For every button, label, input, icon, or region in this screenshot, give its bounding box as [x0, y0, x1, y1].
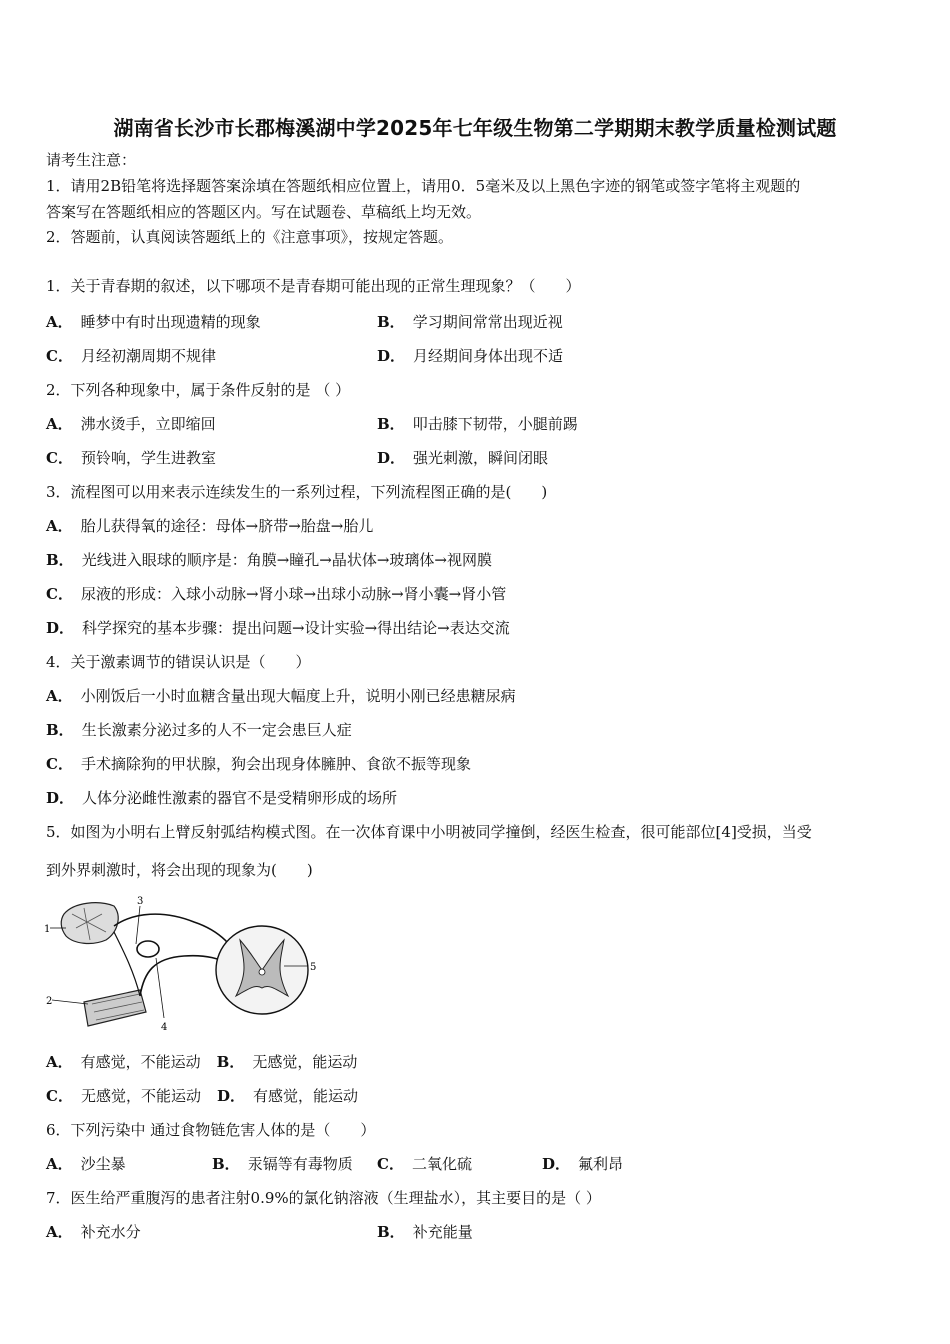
central-canal: [259, 969, 265, 975]
option-label: D．: [542, 1155, 571, 1173]
question-2-option-c: [46, 448, 216, 468]
question-2-option-a: [46, 414, 216, 434]
question-4-option-c: [46, 754, 471, 774]
option-text: 睡梦中有时出现遗精的现象: [80, 313, 261, 331]
option-text: 月经初潮周期不规律: [80, 347, 216, 365]
question-4-option-a: [46, 686, 516, 706]
option-label: A．: [46, 1223, 73, 1241]
option-label: C．: [377, 1155, 404, 1173]
diagram-label-5: 5: [310, 962, 317, 973]
question-6-option-a: [46, 1154, 126, 1174]
option-text: 光线进入眼球的顺序是：角膜→瞳孔→晶状体→玻璃体→视网膜: [81, 551, 492, 569]
question-5-stem-line-2: 到外界刺激时，将会出现的现象为( ): [46, 861, 313, 879]
option-text: 科学探究的基本步骤：提出问题→设计实验→得出结论→表达交流: [82, 619, 510, 637]
option-text: 汞镉等有毒物质: [247, 1155, 353, 1173]
question-1-option-b: [377, 312, 563, 332]
option-text: 月经期间身体出现不适: [413, 347, 564, 365]
notice-heading: 请考生注意：: [46, 151, 137, 169]
option-label: D．: [216, 1087, 245, 1105]
leader-line-2: [52, 1000, 88, 1004]
option-label: C．: [46, 449, 73, 467]
option-label: C．: [46, 585, 73, 603]
option-label: C．: [46, 1087, 73, 1105]
option-label: D．: [46, 789, 75, 807]
diagram-label-4: 4: [161, 1022, 168, 1033]
question-7-stem: 7．医生给严重腹泻的患者注射0.9%的氯化钠溶液（生理盐水），其主要目的是（ ）: [46, 1189, 601, 1207]
option-label: A．: [46, 687, 73, 705]
option-text: 预铃响，学生进教室: [80, 449, 216, 467]
option-text: 叩击膝下韧带，小腿前踢: [412, 415, 578, 433]
question-3-option-a: [46, 516, 373, 536]
question-5-stem-line-1: 5．如图为小明右上臂反射弧结构模式图。在一次体育课中小明被同学撞倒，经医生检查，很可能部位[4]受损，当受: [46, 823, 812, 841]
option-label: B．: [377, 1223, 405, 1241]
diagram-label-2: 2: [46, 996, 53, 1007]
option-text: 生长激素分泌过多的人不一定会患巨人症: [81, 721, 352, 739]
option-label: C．: [46, 755, 73, 773]
question-1-option-d: [377, 346, 563, 366]
question-7-option-b: [377, 1222, 473, 1242]
option-text: 胎儿获得氧的途径：母体→脐带→胎盘→胎儿: [80, 517, 374, 535]
option-label: B．: [212, 1155, 240, 1173]
option-text: 尿液的形成：入球小动脉→肾小球→出球小动脉→肾小囊→肾小管: [80, 585, 507, 603]
option-label: C．: [46, 347, 73, 365]
question-1-option-c: [46, 346, 216, 366]
option-text: 沙尘暴: [80, 1155, 126, 1173]
option-label: B．: [216, 1053, 245, 1071]
option-text: 氟利昂: [578, 1155, 624, 1173]
option-text: 沸水烫手，立即缩回: [80, 415, 216, 433]
leader-line-4: [156, 958, 164, 1018]
option-label: D．: [377, 449, 406, 467]
option-label: B．: [46, 551, 74, 569]
option-label: B．: [377, 415, 405, 433]
question-3-option-c: [46, 584, 506, 604]
option-text: 无感觉，不能运动: [80, 1087, 201, 1105]
option-text: 手术摘除狗的甲状腺，狗会出现身体臃肿、食欲不振等现象: [80, 755, 471, 773]
question-2-option-b: [377, 414, 578, 434]
notice-item-2: 2．答题前，认真阅读答题纸上的《注意事项》，按规定答题。: [46, 228, 454, 246]
option-label: D．: [46, 619, 75, 637]
question-2-stem: 2．下列各种现象中，属于条件反射的是 （ ）: [46, 381, 351, 399]
nerve-ganglion: [137, 941, 159, 957]
diagram-label-1: 1: [44, 924, 51, 935]
question-3-option-b: [46, 550, 492, 570]
option-text: 补充水分: [80, 1223, 141, 1241]
question-2-option-d: [377, 448, 548, 468]
question-1-option-a: [46, 312, 261, 332]
question-5-options-row-2: [46, 1086, 358, 1106]
option-text: 学习期间常常出现近视: [412, 313, 563, 331]
question-6-stem: 6．下列污染中 通过食物链危害人体的是（ ）: [46, 1121, 376, 1139]
option-text: 人体分泌雌性激素的器官不是受精卵形成的场所: [82, 789, 398, 807]
option-label: A．: [46, 517, 73, 535]
option-text: 补充能量: [412, 1223, 473, 1241]
question-1-stem: 1．关于青春期的叙述，以下哪项不是青春期可能出现的正常生理现象？（ ）: [46, 277, 581, 295]
notice-item-1-line-1: 1．请用2B铅笔将选择题答案涂填在答题纸相应位置上，请用0．5毫米及以上黑色字迹的钢笔或签字笔将主观题的: [46, 177, 801, 195]
option-text: 有感觉，能运动: [252, 1087, 358, 1105]
question-6-option-b: [212, 1154, 353, 1174]
option-label: A．: [46, 313, 73, 331]
question-7-option-a: [46, 1222, 141, 1242]
option-text: 无感觉，能运动: [252, 1053, 358, 1071]
question-3-option-d: [46, 618, 510, 638]
question-4-stem: 4．关于激素调节的错误认识是（ ）: [46, 653, 311, 671]
option-label: A．: [46, 1053, 73, 1071]
diagram-label-3: 3: [137, 896, 144, 907]
leader-line-3: [136, 906, 140, 944]
reflex-arc-diagram: [44, 892, 324, 1034]
option-label: B．: [377, 313, 405, 331]
option-label: A．: [46, 1155, 73, 1173]
notice-item-1-line-2: 答案写在答题纸相应的答题区内。写在试题卷、草稿纸上均无效。: [46, 203, 482, 221]
question-6-option-c: [377, 1154, 472, 1174]
question-4-option-b: [46, 720, 352, 740]
question-3-stem: 3．流程图可以用来表示连续发生的一系列过程，下列流程图正确的是( ): [46, 483, 548, 501]
option-label: B．: [46, 721, 74, 739]
option-text: 有感觉，不能运动: [80, 1053, 201, 1071]
option-text: 二氧化硫: [411, 1155, 472, 1173]
question-5-options-row-1: [46, 1052, 357, 1072]
question-6-option-d: [542, 1154, 623, 1174]
page-title: 湖南省长沙市长郡梅溪湖中学2025年七年级生物第二学期期末教学质量检测试题: [113, 116, 837, 140]
option-text: 小刚饭后一小时血糖含量出现大幅度上升，说明小刚已经患糖尿病: [80, 687, 516, 705]
question-4-option-d: [46, 788, 397, 808]
option-text: 强光刺激，瞬间闭眼: [413, 449, 549, 467]
option-label: A．: [46, 415, 73, 433]
option-label: D．: [377, 347, 406, 365]
